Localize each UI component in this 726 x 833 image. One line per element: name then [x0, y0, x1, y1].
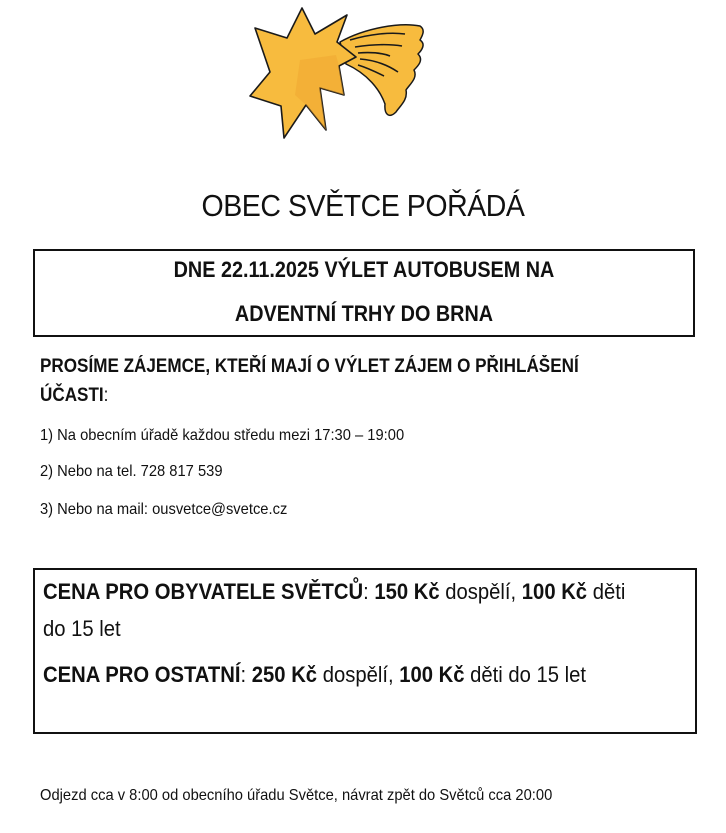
price-residents [43, 573, 641, 647]
separator: : [240, 662, 252, 687]
registration-heading-colon: : [103, 385, 109, 406]
price-residents-adult-text: dospělí, [439, 579, 522, 604]
price-residents-label: CENA PRO OBYVATELE SVĚTCŮ [43, 579, 364, 604]
headline-box [33, 249, 695, 337]
departure-info: Odjezd cca v 8:00 od obecního úřadu Světce, návrat zpět do Světců cca 20:00 [40, 787, 553, 804]
headline-line-1: DNE 22.11.2025 VÝLET AUTOBUSEM NA [173, 257, 555, 282]
page-title: OBEC SVĚTCE POŘÁDÁ [201, 188, 525, 223]
shooting-star-icon [240, 0, 430, 145]
price-others-child: 100 Kč [399, 662, 465, 687]
price-residents-adult: 150 Kč [374, 579, 440, 604]
registration-heading-text: PROSÍME ZÁJEMCE, KTEŘÍ MAJÍ O VÝLET ZÁJEM O PŘIHLÁŠENÍ ÚČASTI [40, 356, 579, 406]
registration-option-email: 3) Nebo na mail: ousvetce@svetce.cz [40, 501, 288, 518]
registration-option-phone: 2) Nebo na tel. 728 817 539 [40, 463, 223, 480]
registration-heading [40, 352, 616, 410]
price-residents-child-text: děti do 15 let [43, 579, 626, 641]
price-others [43, 656, 641, 693]
headline-line-2: ADVENTNÍ TRHY DO BRNA [234, 301, 494, 326]
price-box [33, 568, 697, 734]
price-others-label: CENA PRO OSTATNÍ [43, 662, 241, 687]
registration-option-office: 1) Na obecním úřadě každou středu mezi 17:30 – 19:00 [40, 427, 405, 444]
price-others-adult-text: dospělí, [317, 662, 400, 687]
price-others-adult: 250 Kč [251, 662, 318, 687]
price-residents-child: 100 Kč [521, 579, 588, 604]
separator: : [363, 579, 375, 604]
price-others-child-text: děti do 15 let [464, 662, 587, 687]
